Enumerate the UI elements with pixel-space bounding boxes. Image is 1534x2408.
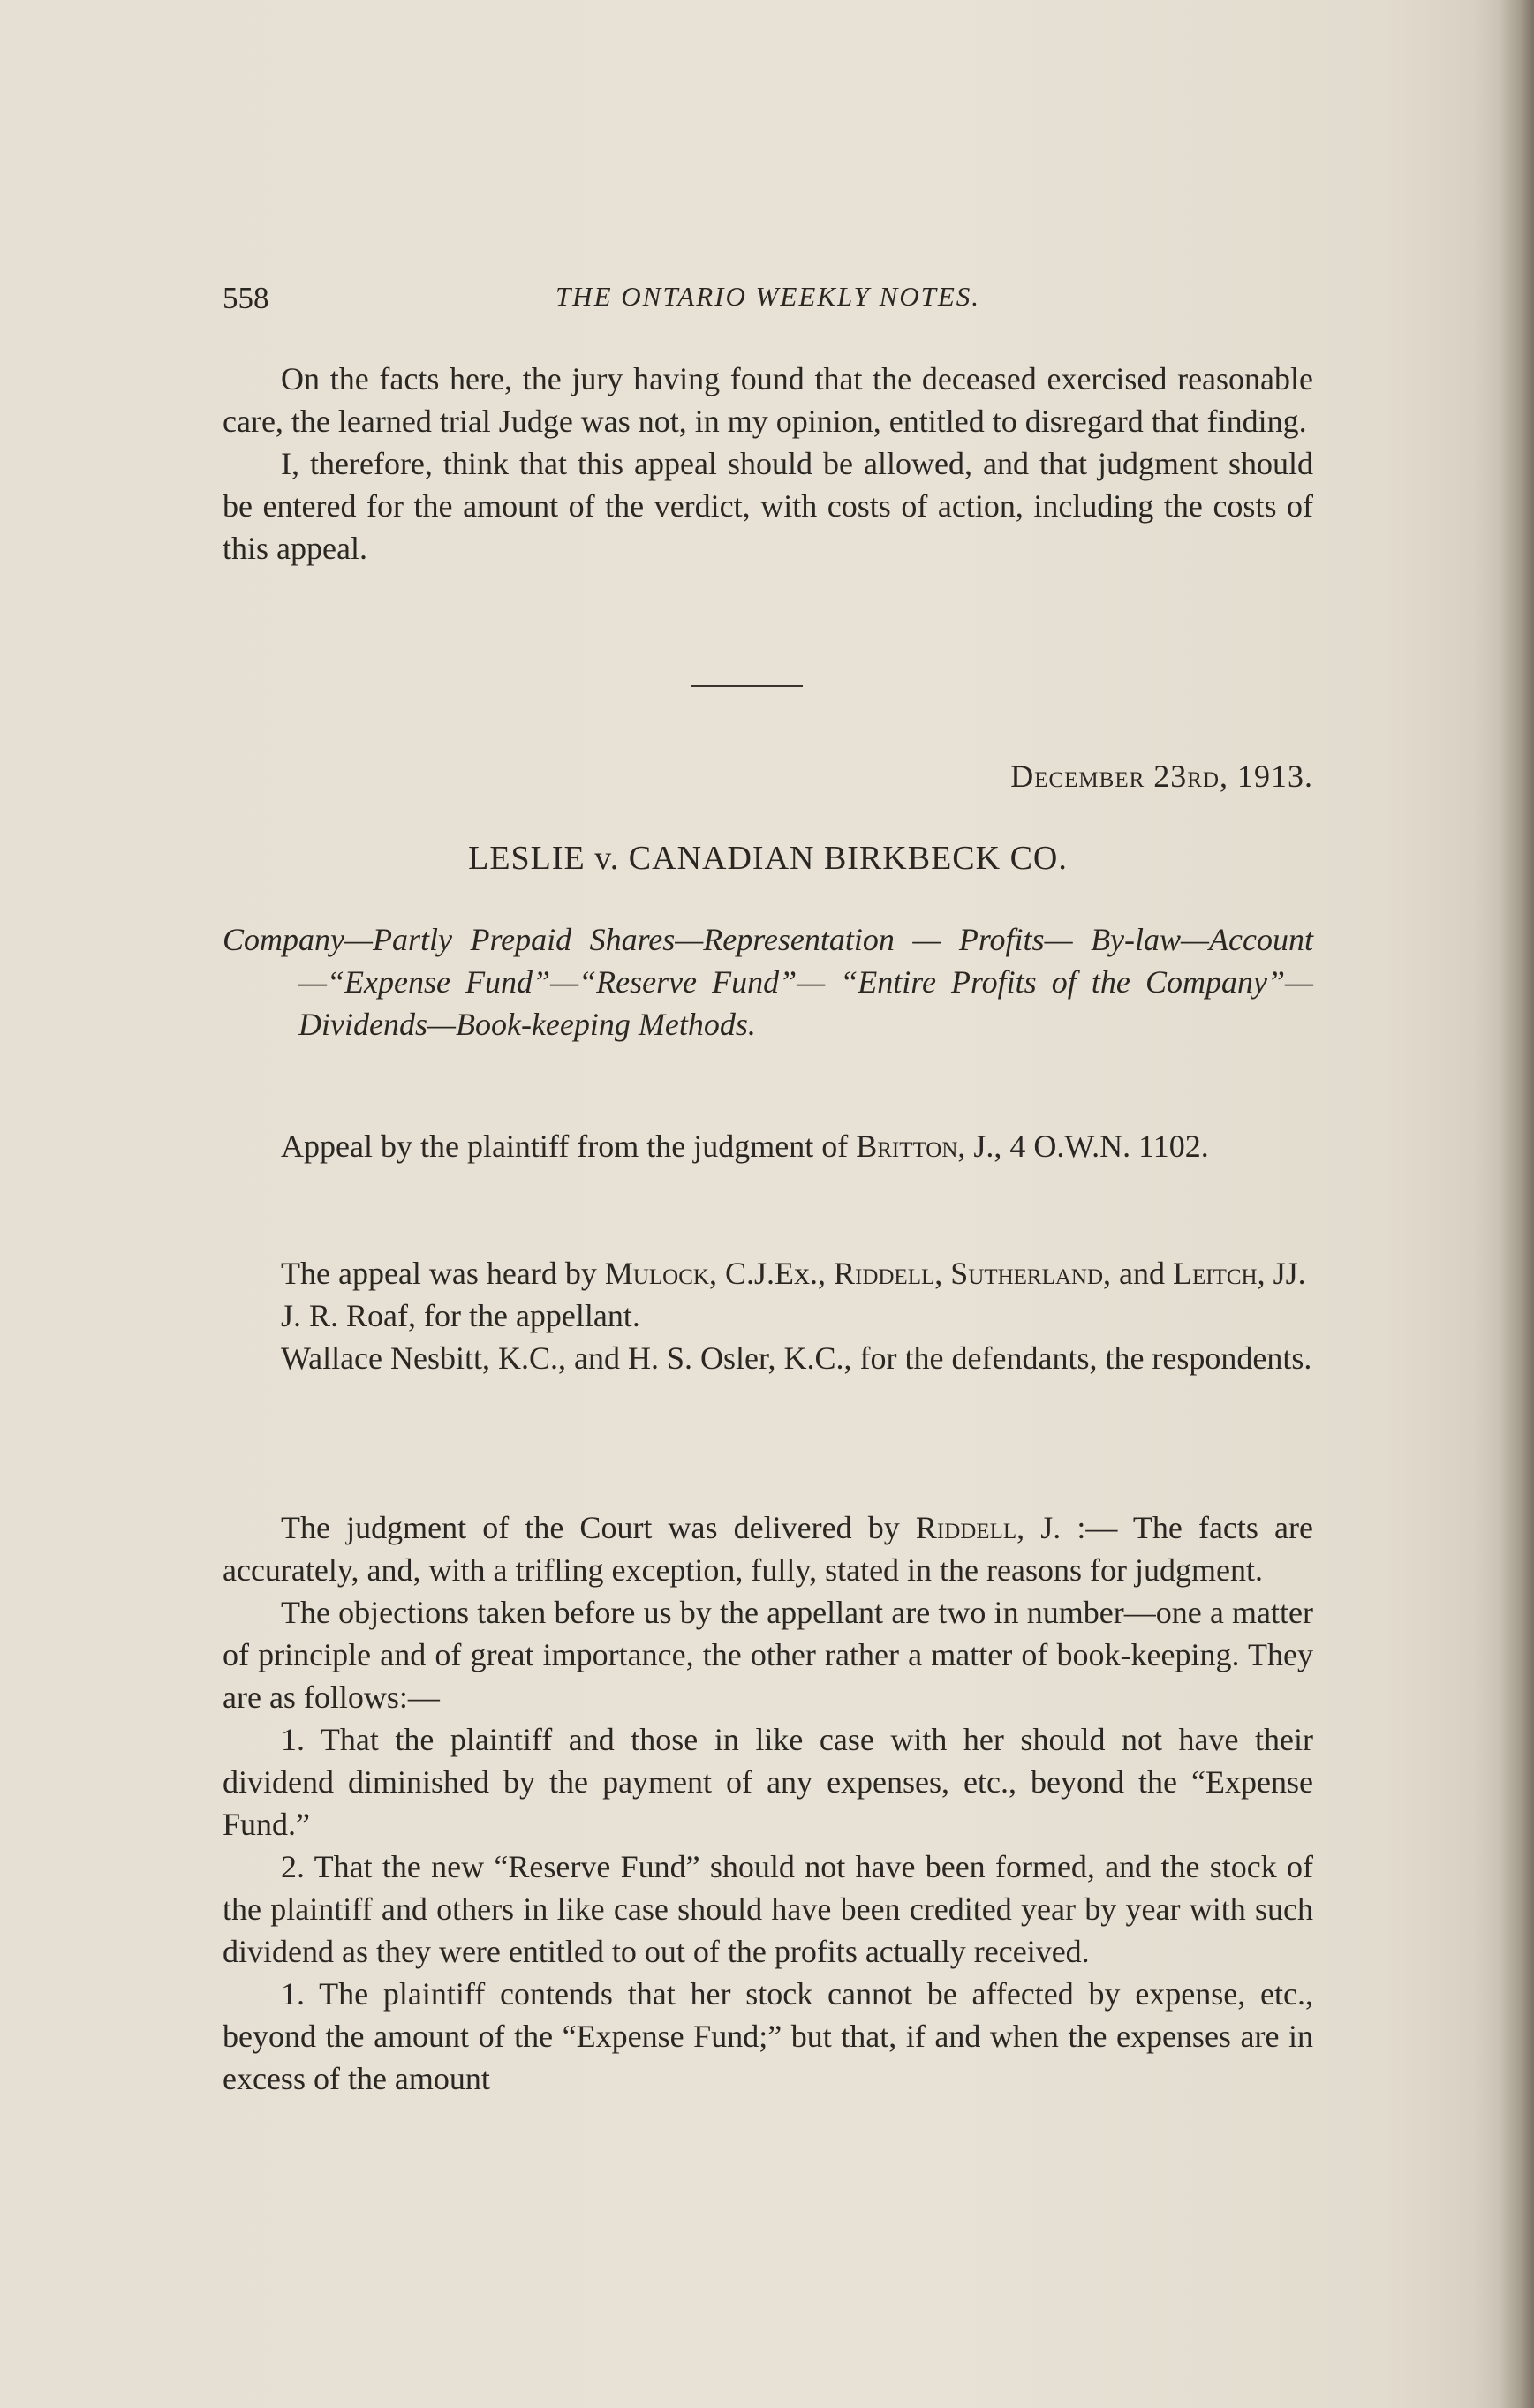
case-title: LESLIE v. CANADIAN BIRKBECK CO. [468,840,1068,877]
paragraph: The objections taken before us by the appellant are two in number—one a matter of principle and of great importance, the other rather a matter of book-keeping. They are as follows:— [223,1595,1313,1715]
headnote: Company—Partly Prepaid Shares—Representation — Profits— By-law—Account—“Expense Fund”—“Reserve Fund”— “Entire Profits of the Company”—Dividends—Book-keeping Methods. [223,922,1313,1042]
hearing-details [223,1252,1313,1379]
paragraph: On the facts here, the jury having found that the deceased exercised reasonable care, the learned trial Judge was not, in my opinion, entitled to disregard that finding. [223,361,1313,439]
counsel-respondents: Wallace Nesbitt, K.C., and H. S. Osler, K.C., for the defendants, the respondents. [281,1340,1312,1376]
running-head [223,281,1313,320]
judge-name: Mulock [604,1256,709,1291]
paragraph: 1. That the plaintiff and those in like case with her should not have their dividend diminished by the payment of any expenses, etc., beyond the “Expense Fund.” [223,1722,1313,1842]
paragraph: The judgment of the Court was delivered by Riddell, J. :— The facts are accurately, and, with a trifling exception, fully, stated in the reasons for judgment. [223,1510,1313,1588]
paragraph: The appeal was heard by Mulock, C.J.Ex., Riddell, Sutherland, and Leitch, JJ. [281,1256,1306,1291]
judge-name: Riddell [915,1510,1017,1545]
paragraph: 1. The plaintiff contends that her stock cannot be affected by expense, etc., beyond the amount of the “Expense Fund;” but that, if and when the expenses are in excess of the amount [223,1976,1313,2096]
judge-name: Leitch [1173,1256,1258,1291]
journal-title: THE ONTARIO WEEKLY NOTES. [555,281,981,312]
previous-case-conclusion [223,358,1313,570]
paragraph: Appeal by the plaintiff from the judgment of Britton, J., 4 O.W.N. 1102. [281,1129,1209,1164]
counsel-appellant: J. R. Roaf, for the appellant. [281,1298,640,1333]
appeal-statement [223,1125,1313,1167]
decision-date: December 23rd, 1913. [1010,759,1313,794]
judge-name: Britton [856,1129,958,1164]
section-divider [691,685,803,687]
paragraph: 2. That the new “Reserve Fund” should not have been formed, and the stock of the plaintiff and others in like case should have been credited year by year with such dividend as they were entitled to out of the profits actually received. [223,1849,1313,1969]
paragraph: I, therefore, think that this appeal should be allowed, and that judgment should be entered for the amount of the verdict, with costs of action, including the costs of this appeal. [223,446,1313,566]
page-edge-shadow [1499,0,1534,2408]
judgment-body [223,1506,1313,2100]
judge-name: Sutherland [950,1256,1104,1291]
judge-name: Riddell [833,1256,935,1291]
page-number: 558 [223,281,269,315]
